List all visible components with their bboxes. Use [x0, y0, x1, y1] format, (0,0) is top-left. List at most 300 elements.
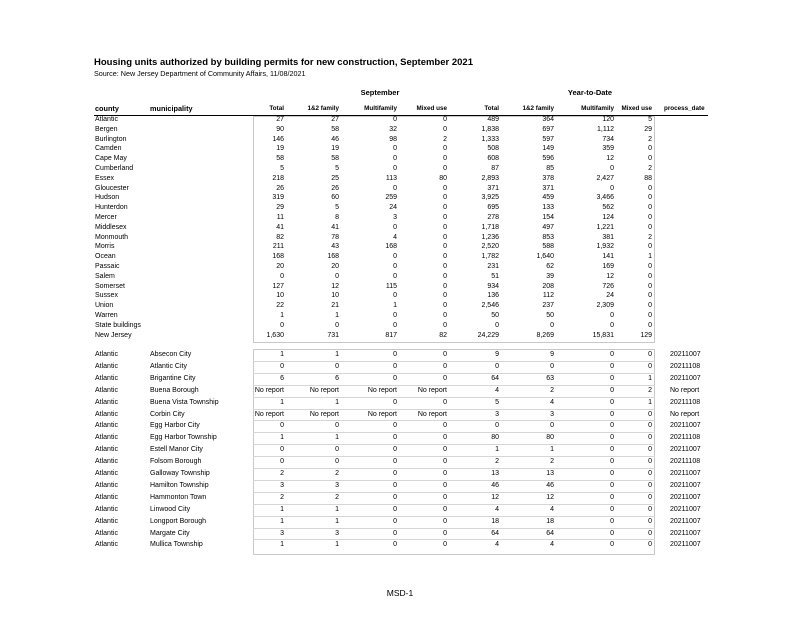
county-summary-box	[253, 116, 655, 343]
ytd-multifamily-cell: 2,427	[596, 174, 614, 182]
ytd-total-cell: 87	[491, 165, 499, 172]
ytd-multifamily-cell: 24	[606, 292, 614, 300]
total-cell: 1	[280, 434, 284, 442]
ytd-total-cell: 231	[487, 263, 499, 270]
multifamily-cell: 0	[393, 493, 397, 501]
total-cell: 0	[280, 458, 284, 466]
row-divider	[253, 504, 655, 505]
ytd-multifamily-cell: 0	[610, 374, 614, 382]
multifamily-cell: 0	[393, 292, 397, 300]
county-cell: Hunterdon	[95, 204, 128, 212]
total-cell: 58	[276, 155, 284, 163]
ytd-multifamily-cell: 141	[602, 253, 614, 261]
municipality-cell: Linwood City	[150, 505, 191, 513]
row-divider	[253, 480, 655, 481]
ytd-one-two-family-cell: 588	[542, 243, 554, 251]
ytd-total-cell: 64	[491, 374, 499, 382]
mixed-use-cell: 0	[443, 517, 447, 525]
ytd-one-two-family-cell: 80	[546, 434, 554, 442]
ytd-one-two-family-cell: 497	[542, 223, 554, 231]
ytd-multifamily-cell: 0	[610, 184, 614, 192]
mixed-use-cell: 80	[439, 174, 447, 182]
ytd-multifamily-cell: 0	[610, 410, 614, 418]
ytd-mixed-use-cell: 2	[648, 135, 652, 143]
total-cell: 29	[276, 204, 284, 212]
ytd-total-cell: 0	[495, 422, 499, 430]
mixed-use-cell: 0	[443, 398, 447, 406]
ytd-mixed-use-cell: 0	[648, 446, 652, 454]
total-cell: 1	[280, 312, 284, 319]
multifamily-cell: 817	[385, 331, 397, 339]
county-cell: Morris	[95, 243, 115, 251]
process-date-cell: 20211007	[670, 505, 701, 513]
total-cell: No report	[254, 410, 284, 418]
mixed-use-cell: 0	[443, 493, 447, 501]
header-ytd-mixed-use: Mixed use	[621, 105, 652, 112]
county-cell: Atlantic	[95, 458, 118, 466]
ytd-multifamily-cell: 3,466	[596, 194, 614, 202]
ytd-one-two-family-cell: 1,640	[536, 253, 554, 261]
ytd-total-cell: 4	[495, 386, 499, 394]
ytd-one-two-family-cell: 133	[542, 204, 554, 212]
ytd-total-cell: 508	[487, 145, 499, 153]
ytd-mixed-use-cell: 0	[648, 517, 652, 525]
county-cell: Atlantic	[95, 116, 118, 123]
header-county: county	[95, 104, 119, 113]
report-source: Source: New Jersey Department of Community Affairs, 11/08/2021	[94, 69, 306, 78]
header-mixed-use: Mixed use	[416, 105, 447, 112]
ytd-multifamily-cell: 0	[610, 458, 614, 466]
ytd-multifamily-cell: 0	[610, 505, 614, 513]
ytd-one-two-family-cell: 149	[542, 145, 554, 153]
ytd-mixed-use-cell: 0	[648, 422, 652, 430]
mixed-use-cell: 0	[443, 481, 447, 489]
ytd-total-cell: 12	[491, 493, 499, 501]
multifamily-cell: 0	[393, 374, 397, 382]
ytd-multifamily-cell: 12	[606, 272, 614, 280]
ytd-one-two-family-cell: 597	[542, 135, 554, 143]
ytd-total-cell: 46	[491, 481, 499, 489]
total-cell: 211	[272, 243, 284, 251]
total-cell: 1	[280, 541, 284, 549]
ytd-total-cell: 3	[495, 410, 499, 418]
mixed-use-cell: 0	[443, 282, 447, 290]
county-cell: Atlantic	[95, 541, 118, 549]
multifamily-cell: 0	[393, 145, 397, 153]
ytd-one-two-family-cell: 63	[546, 374, 554, 382]
ytd-total-cell: 278	[487, 214, 499, 221]
county-cell: Camden	[95, 145, 122, 153]
process-date-cell: 20211108	[670, 398, 701, 406]
ytd-multifamily-cell: 15,831	[592, 331, 614, 339]
one-two-family-cell: 0	[335, 362, 339, 370]
county-cell: Atlantic	[95, 351, 118, 358]
header-total: Total	[269, 105, 284, 112]
one-two-family-cell: 0	[335, 446, 339, 454]
total-cell: 1	[280, 505, 284, 513]
total-cell: 3	[280, 529, 284, 537]
ytd-multifamily-cell: 0	[610, 351, 614, 358]
ytd-mixed-use-cell: 0	[648, 184, 652, 192]
ytd-one-two-family-cell: 112	[542, 292, 554, 300]
county-cell: Warren	[95, 312, 118, 319]
multifamily-cell: 0	[393, 505, 397, 513]
mixed-use-cell: 0	[443, 155, 447, 163]
county-cell: Ocean	[95, 253, 116, 261]
mixed-use-cell: 0	[443, 145, 447, 153]
municipality-cell: Brigantine City	[150, 374, 196, 382]
ytd-mixed-use-cell: 0	[648, 541, 652, 549]
one-two-family-cell: 0	[335, 272, 339, 280]
multifamily-cell: 0	[393, 155, 397, 163]
one-two-family-cell: 5	[335, 165, 339, 172]
ytd-mixed-use-cell: 0	[648, 481, 652, 489]
mixed-use-cell: 0	[443, 233, 447, 241]
mixed-use-cell: 0	[443, 194, 447, 202]
one-two-family-cell: 0	[335, 321, 339, 329]
municipality-cell: Galloway Township	[150, 470, 210, 477]
header-process-date: process_date	[664, 105, 705, 112]
municipality-cell: Estell Manor City	[150, 446, 203, 454]
ytd-one-two-family-cell: 0	[550, 422, 554, 430]
header-ytd-total: Total	[484, 105, 499, 112]
county-cell: Hudson	[95, 194, 120, 202]
one-two-family-cell: 41	[331, 223, 339, 231]
multifamily-cell: 4	[393, 233, 397, 241]
process-date-cell: 20211007	[670, 351, 701, 358]
process-date-cell: 20211007	[670, 493, 701, 501]
ytd-one-two-family-cell: 371	[542, 184, 554, 192]
process-date-cell: 20211108	[670, 434, 701, 442]
total-cell: 22	[276, 302, 284, 310]
ytd-mixed-use-cell: 0	[648, 529, 652, 537]
ytd-total-cell: 2	[495, 458, 499, 466]
county-cell: Atlantic	[95, 470, 118, 477]
county-cell: Passaic	[95, 263, 120, 270]
county-cell: Bergen	[95, 125, 118, 133]
ytd-one-two-family-cell: 39	[546, 272, 554, 280]
mixed-use-cell: 0	[443, 541, 447, 549]
county-cell: Monmouth	[95, 233, 129, 241]
ytd-total-cell: 695	[487, 204, 499, 212]
ytd-mixed-use-cell: 0	[648, 243, 652, 251]
county-cell: Salem	[95, 272, 115, 280]
ytd-mixed-use-cell: 0	[648, 312, 652, 319]
municipality-cell: Egg Harbor Township	[150, 434, 217, 442]
ytd-one-two-family-cell: 2	[550, 458, 554, 466]
total-cell: 0	[280, 362, 284, 370]
total-cell: 41	[276, 223, 284, 231]
multifamily-cell: 115	[385, 282, 397, 290]
ytd-total-cell: 2,893	[481, 174, 499, 182]
total-cell: 5	[280, 165, 284, 172]
ytd-total-cell: 136	[487, 292, 499, 300]
process-date-cell: 20211007	[670, 446, 701, 454]
ytd-one-two-family-cell: 13	[546, 470, 554, 477]
ytd-total-cell: 0	[495, 321, 499, 329]
ytd-one-two-family-cell: 459	[542, 194, 554, 202]
ytd-multifamily-cell: 2,309	[596, 302, 614, 310]
total-cell: 1	[280, 351, 284, 358]
one-two-family-cell: 20	[331, 263, 339, 270]
multifamily-cell: 0	[393, 321, 397, 329]
ytd-mixed-use-cell: 129	[640, 331, 652, 339]
ytd-total-cell: 4	[495, 541, 499, 549]
county-cell: Burlington	[95, 135, 127, 143]
ytd-mixed-use-cell: 0	[648, 194, 652, 202]
county-cell: Sussex	[95, 292, 118, 300]
municipality-cell: Egg Harbor City	[150, 422, 200, 430]
row-divider	[253, 409, 655, 410]
one-two-family-cell: 6	[335, 374, 339, 382]
ytd-multifamily-cell: 0	[610, 312, 614, 319]
ytd-multifamily-cell: 0	[610, 541, 614, 549]
row-divider	[253, 456, 655, 457]
one-two-family-cell: 2	[335, 470, 339, 477]
total-cell: 2	[280, 470, 284, 477]
ytd-one-two-family-cell: 237	[542, 302, 554, 310]
ytd-multifamily-cell: 0	[610, 493, 614, 501]
row-divider	[253, 397, 655, 398]
one-two-family-cell: 43	[331, 243, 339, 251]
multifamily-cell: No report	[367, 410, 397, 418]
one-two-family-cell: 19	[331, 145, 339, 153]
process-date-cell: 20211007	[670, 517, 701, 525]
total-cell: 10	[276, 292, 284, 300]
process-date-cell: 20211007	[670, 481, 701, 489]
total-cell: 1	[280, 398, 284, 406]
total-cell: 2	[280, 493, 284, 501]
multifamily-cell: 24	[389, 204, 397, 212]
ytd-one-two-family-cell: 853	[542, 233, 554, 241]
one-two-family-cell: 731	[327, 331, 339, 339]
multifamily-cell: 0	[393, 223, 397, 231]
total-cell: 3	[280, 481, 284, 489]
ytd-multifamily-cell: 359	[602, 145, 614, 153]
ytd-mixed-use-cell: 1	[648, 253, 652, 261]
mixed-use-cell: 0	[443, 223, 447, 231]
ytd-total-cell: 18	[491, 517, 499, 525]
header-ytd-one-two-family: 1&2 family	[522, 105, 554, 112]
county-cell: Middlesex	[95, 223, 127, 231]
ytd-total-cell: 4	[495, 505, 499, 513]
multifamily-cell: 0	[393, 446, 397, 454]
total-cell: 26	[276, 184, 284, 192]
ytd-total-cell: 1	[495, 446, 499, 454]
municipality-cell: Mullica Township	[150, 541, 203, 549]
ytd-mixed-use-cell: 2	[648, 233, 652, 241]
county-cell: State buildings	[95, 321, 141, 329]
multifamily-cell: 259	[385, 194, 397, 202]
one-two-family-cell: 5	[335, 204, 339, 212]
ytd-total-cell: 50	[491, 312, 499, 319]
total-cell: 0	[280, 272, 284, 280]
ytd-multifamily-cell: 120	[602, 116, 614, 123]
ytd-mixed-use-cell: 0	[648, 505, 652, 513]
mixed-use-cell: 0	[443, 434, 447, 442]
mixed-use-cell: No report	[417, 410, 447, 418]
ytd-multifamily-cell: 734	[602, 135, 614, 143]
ytd-total-cell: 2,546	[481, 302, 499, 310]
ytd-mixed-use-cell: 0	[648, 302, 652, 310]
mixed-use-cell: 0	[443, 165, 447, 172]
mixed-use-cell: No report	[417, 386, 447, 394]
ytd-total-cell: 9	[495, 351, 499, 358]
ytd-mixed-use-cell: 0	[648, 470, 652, 477]
total-cell: 168	[272, 253, 284, 261]
row-divider	[253, 539, 655, 540]
county-cell: Cape May	[95, 155, 127, 163]
row-divider	[253, 420, 655, 421]
ytd-mixed-use-cell: 0	[648, 362, 652, 370]
ytd-one-two-family-cell: 85	[546, 165, 554, 172]
one-two-family-cell: 1	[335, 541, 339, 549]
ytd-mixed-use-cell: 0	[648, 223, 652, 231]
one-two-family-cell: 46	[331, 135, 339, 143]
one-two-family-cell: 1	[335, 505, 339, 513]
row-divider	[253, 492, 655, 493]
county-cell: Gloucester	[95, 184, 129, 192]
ytd-mixed-use-cell: 0	[648, 282, 652, 290]
county-cell: Atlantic	[95, 529, 118, 537]
mixed-use-cell: 0	[443, 351, 447, 358]
mixed-use-cell: 0	[443, 125, 447, 133]
ytd-one-two-family-cell: 3	[550, 410, 554, 418]
ytd-total-cell: 1,333	[481, 135, 499, 143]
ytd-total-cell: 371	[487, 184, 499, 192]
one-two-family-cell: 0	[335, 458, 339, 466]
multifamily-cell: 0	[393, 362, 397, 370]
mixed-use-cell: 0	[443, 312, 447, 319]
ytd-total-cell: 13	[491, 470, 499, 477]
total-cell: 20	[276, 263, 284, 270]
multifamily-cell: 0	[393, 517, 397, 525]
mixed-use-cell: 0	[443, 214, 447, 221]
one-two-family-cell: 2	[335, 493, 339, 501]
one-two-family-cell: 60	[331, 194, 339, 202]
county-cell: Atlantic	[95, 398, 118, 406]
row-divider	[253, 516, 655, 517]
one-two-family-cell: 1	[335, 434, 339, 442]
ytd-total-cell: 64	[491, 529, 499, 537]
ytd-mixed-use-cell: 1	[648, 398, 652, 406]
county-cell: Atlantic	[95, 362, 118, 370]
ytd-total-cell: 934	[487, 282, 499, 290]
multifamily-cell: 0	[393, 398, 397, 406]
ytd-multifamily-cell: 12	[606, 155, 614, 163]
ytd-mixed-use-cell: 0	[648, 272, 652, 280]
county-cell: Essex	[95, 174, 115, 182]
ytd-mixed-use-cell: 2	[648, 165, 652, 172]
ytd-mixed-use-cell: 2	[648, 386, 652, 394]
mixed-use-cell: 0	[443, 263, 447, 270]
county-cell: Atlantic	[95, 386, 118, 394]
ytd-mixed-use-cell: 0	[648, 204, 652, 212]
multifamily-cell: 0	[393, 541, 397, 549]
ytd-one-two-family-cell: 2	[550, 386, 554, 394]
ytd-multifamily-cell: 0	[610, 481, 614, 489]
mixed-use-cell: 0	[443, 362, 447, 370]
one-two-family-cell: No report	[309, 410, 339, 418]
ytd-one-two-family-cell: 0	[550, 362, 554, 370]
multifamily-cell: 0	[393, 434, 397, 442]
municipality-cell: Hammonton Town	[150, 493, 207, 501]
ytd-mixed-use-cell: 0	[648, 434, 652, 442]
ytd-multifamily-cell: 0	[610, 398, 614, 406]
ytd-mixed-use-cell: 0	[648, 214, 652, 221]
process-date-cell: No report	[670, 386, 700, 394]
one-two-family-cell: 8	[335, 214, 339, 221]
multifamily-cell: 0	[393, 470, 397, 477]
mixed-use-cell: 0	[443, 204, 447, 212]
ytd-one-two-family-cell: 4	[550, 541, 554, 549]
mixed-use-cell: 0	[443, 505, 447, 513]
county-cell: Atlantic	[95, 505, 118, 513]
municipality-cell: Absecon City	[150, 351, 192, 358]
group-header-ytd: Year-to-Date	[567, 88, 613, 97]
one-two-family-cell: 0	[335, 422, 339, 430]
group-header-september: September	[360, 88, 400, 97]
ytd-one-two-family-cell: 364	[542, 116, 554, 123]
ytd-multifamily-cell: 0	[610, 470, 614, 477]
mixed-use-cell: 0	[443, 458, 447, 466]
total-cell: 82	[276, 233, 284, 241]
multifamily-cell: 0	[393, 165, 397, 172]
one-two-family-cell: No report	[309, 386, 339, 394]
mixed-use-cell: 0	[443, 116, 447, 123]
one-two-family-cell: 12	[331, 282, 339, 290]
county-cell: Atlantic	[95, 446, 118, 454]
ytd-one-two-family-cell: 62	[546, 263, 554, 270]
multifamily-cell: 113	[385, 174, 397, 182]
municipality-cell: Buena Borough	[150, 386, 199, 394]
process-date-cell: 20211007	[670, 470, 701, 477]
total-cell: 6	[280, 374, 284, 382]
multifamily-cell: 0	[393, 253, 397, 261]
ytd-mixed-use-cell: 0	[648, 351, 652, 358]
mixed-use-cell: 0	[443, 292, 447, 300]
ytd-one-two-family-cell: 50	[546, 312, 554, 319]
row-divider	[253, 361, 655, 362]
ytd-one-two-family-cell: 4	[550, 505, 554, 513]
one-two-family-cell: 58	[331, 155, 339, 163]
mixed-use-cell: 0	[443, 302, 447, 310]
county-cell: Cumberland	[95, 165, 134, 172]
total-cell: 218	[272, 174, 284, 182]
process-date-cell: 20211108	[670, 362, 701, 370]
ytd-total-cell: 1,236	[481, 233, 499, 241]
mixed-use-cell: 0	[443, 272, 447, 280]
municipality-cell: Buena Vista Township	[150, 398, 219, 406]
ytd-mixed-use-cell: 0	[648, 458, 652, 466]
ytd-multifamily-cell: 0	[610, 422, 614, 430]
total-cell: 0	[280, 422, 284, 430]
multifamily-cell: 0	[393, 116, 397, 123]
ytd-mixed-use-cell: 1	[648, 374, 652, 382]
ytd-multifamily-cell: 1,221	[596, 223, 614, 231]
mixed-use-cell: 0	[443, 253, 447, 261]
total-cell: 1,630	[266, 331, 284, 339]
ytd-total-cell: 2,520	[481, 243, 499, 251]
process-date-cell: 20211007	[670, 374, 701, 382]
mixed-use-cell: 0	[443, 321, 447, 329]
row-divider	[253, 385, 655, 386]
ytd-one-two-family-cell: 46	[546, 481, 554, 489]
ytd-multifamily-cell: 0	[610, 321, 614, 329]
county-cell: Atlantic	[95, 374, 118, 382]
county-cell: Atlantic	[95, 434, 118, 442]
ytd-one-two-family-cell: 12	[546, 493, 554, 501]
